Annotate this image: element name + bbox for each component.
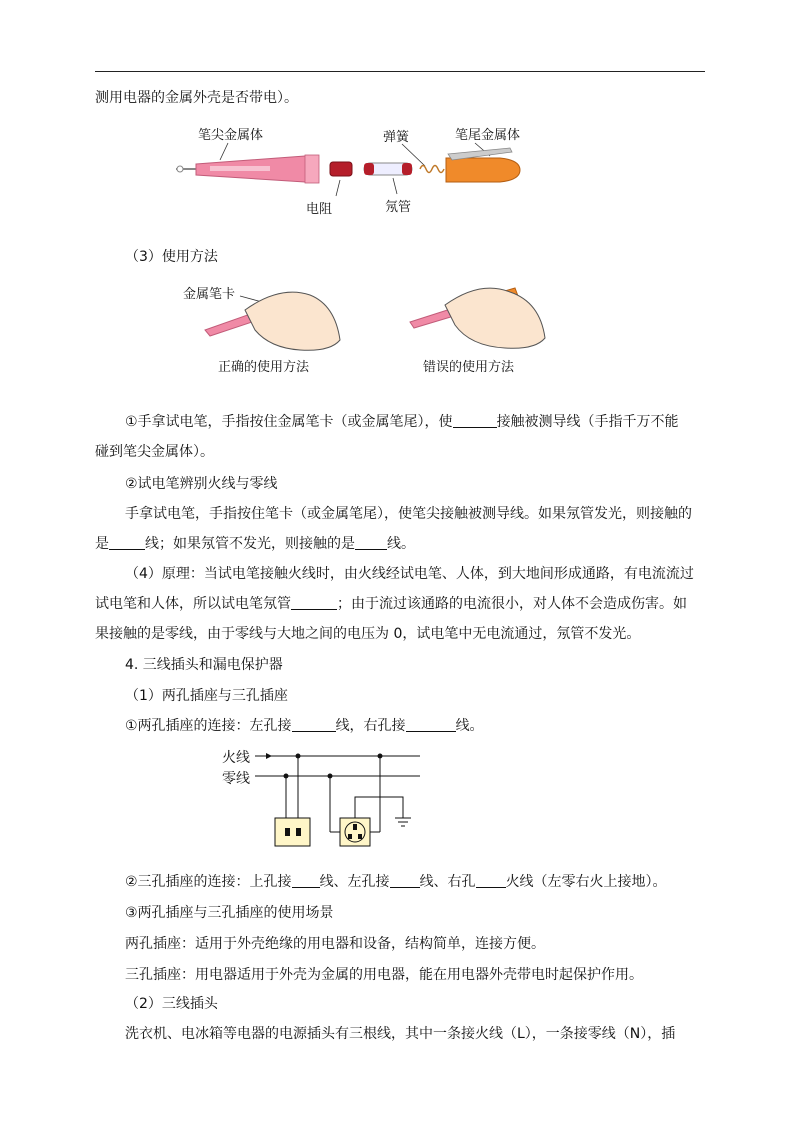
text-segment: 线，右孔接 bbox=[335, 718, 406, 734]
subsection-heading: （2）三线插头 bbox=[125, 996, 218, 1012]
label-tail-metal: 笔尾金属体 bbox=[455, 128, 521, 143]
text-line: 三孔插座：用电器适用于外壳为金属的用电器，能在用电器外壳带电时起保护作用。 bbox=[125, 967, 643, 983]
text-segment: 接触被测导线（手指千万不能 bbox=[496, 414, 679, 430]
text-segment: ②三孔插座的连接：上孔接 bbox=[125, 874, 292, 890]
text-segment: ①两孔插座的连接：左孔接 bbox=[125, 718, 292, 734]
label-spring: 弹簧 bbox=[383, 130, 410, 145]
text-segment: 火线（左零右火上接地）。 bbox=[505, 874, 667, 890]
subsection-title: ②试电笔辨别火线与零线 bbox=[125, 476, 278, 492]
section-usage-title: （3）使用方法 bbox=[125, 249, 218, 265]
text-line: 碰到笔尖金属体）。 bbox=[95, 444, 214, 460]
fill-blank[interactable] bbox=[292, 873, 320, 888]
text-segment: 线、左孔接 bbox=[319, 874, 390, 890]
label-metal-clip: 金属笔卡 bbox=[183, 287, 236, 302]
subsection-heading: （1）两孔插座与三孔插座 bbox=[125, 688, 288, 704]
text-line: 洗衣机、电冰箱等电器的电源插头有三根线，其中一条接火线（L），一条接零线（N），插 bbox=[125, 1026, 676, 1042]
text-segment: 线；如果氖管不发光，则接触的是 bbox=[145, 536, 355, 552]
label-tip-metal: 笔尖金属体 bbox=[198, 128, 264, 143]
text-line bbox=[125, 872, 667, 892]
text-segment: 试电笔和人体，所以试电笔氖管 bbox=[95, 596, 291, 612]
label-neon: 氖管 bbox=[385, 200, 412, 215]
label-resistor: 电阻 bbox=[306, 202, 333, 217]
text-segment: 线。 bbox=[387, 536, 415, 552]
text-segment: ①手拿试电笔，手指按住金属笔卡（或金属笔尾），使 bbox=[125, 414, 453, 430]
text-line: （4）原理：当试电笔接触火线时，由火线经试电笔、人体，到大地间形成通路，有电流流过 bbox=[125, 566, 694, 582]
text-line: 两孔插座：适用于外壳绝缘的用电器和设备，结构简单，连接方便。 bbox=[125, 936, 545, 952]
fill-blank[interactable] bbox=[476, 873, 506, 888]
text-line: 果接触的是零线，由于零线与大地之间的电压为 0，试电笔中无电流通过，氖管不发光。 bbox=[95, 626, 641, 642]
text-segment: 线。 bbox=[455, 718, 484, 734]
fill-blank[interactable] bbox=[390, 873, 420, 888]
label-neutral-wire: 零线 bbox=[222, 771, 250, 787]
label-wrong-usage: 错误的使用方法 bbox=[423, 360, 515, 375]
text-line: 手拿试电笔，手指按住笔卡（或金属笔尾），使笔尖接触被测导线。如果氖管发光，则接触的 bbox=[125, 506, 692, 522]
section-heading: 4. 三线插头和漏电保护器 bbox=[125, 657, 283, 673]
text-line: 测用电器的金属外壳是否带电）。 bbox=[95, 90, 298, 106]
text-segment: 线、右孔 bbox=[419, 874, 476, 890]
subsection-title: ③两孔插座与三孔插座的使用场景 bbox=[125, 905, 334, 921]
text-segment: 是 bbox=[95, 536, 109, 552]
label-live-wire: 火线 bbox=[222, 750, 250, 766]
text-segment: ；由于流过该通路的电流很小，对人体不会造成伤害。如 bbox=[337, 596, 687, 612]
label-correct-usage: 正确的使用方法 bbox=[218, 360, 310, 375]
